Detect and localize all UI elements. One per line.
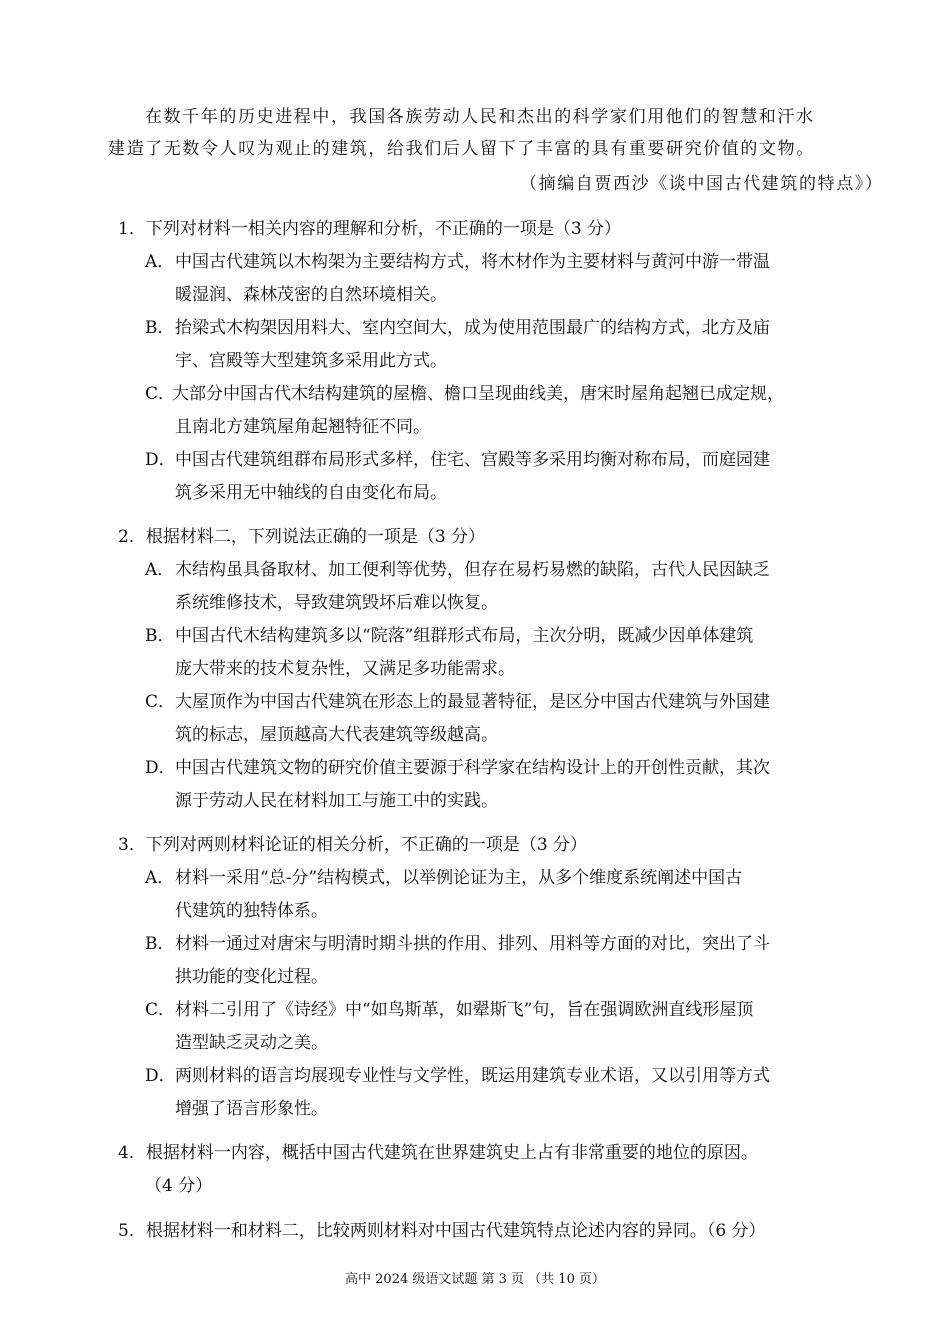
option-letter: C． (145, 692, 176, 712)
option-letter: B． (145, 626, 175, 646)
option-text: 材料二引用了《诗经》中“如鸟斯革，如翚斯飞”句，旨在强调欧洲直线形屋顶 (175, 1000, 754, 1020)
option-text: 筑多采用无中轴线的自由变化布局。 (175, 483, 447, 503)
option-text: 中国古代建筑组群布局形式多样，住宅、宫殿等多采用均衡对称布局，而庭园建 (175, 450, 770, 470)
option-letter: D． (145, 450, 176, 470)
option-text: 抬梁式木构架因用料大、室内空间大，成为使用范围最广的结构方式，北方及庙 (175, 318, 770, 338)
option-text: 中国古代建筑以木构架为主要结构方式，将木材作为主要材料与黄河中游一带温 (175, 252, 770, 272)
option-letter: C． (145, 384, 176, 404)
option-text: 源于劳动人民在材料加工与施工中的实践。 (175, 791, 498, 811)
option-text: 大屋顶作为中国古代建筑在形态上的最显著特征，是区分中国古代建筑与外国建 (175, 692, 770, 712)
option-text: 两则材料的语言均展现专业性与文学性，既运用建筑专业术语，又以引用等方式 (175, 1066, 770, 1086)
option-letter: B． (145, 934, 175, 954)
option-text: 材料一采用“总-分”结构模式，以举例论证为主，从多个维度系统阐述中国古 (175, 868, 743, 888)
option-text: 代建筑的独特体系。 (175, 901, 328, 921)
option-text: 筑的标志，屋顶越高大代表建筑等级越高。 (175, 725, 498, 745)
question-points: （4 分） (145, 1176, 213, 1196)
question-stem: 5．根据材料一和材料二，比较两则材料对中国古代建筑特点论述内容的异同。（6 分） (118, 1221, 766, 1241)
question-stem: 2．根据材料二，下列说法正确的一项是（3 分） (118, 527, 486, 547)
option-text: 且南北方建筑屋角起翘特征不同。 (175, 417, 430, 437)
page-footer: 高中 2024 级语文试题 第 3 页 （共 10 页） (345, 1272, 605, 1287)
option-text: 暖湿润、森林茂密的自然环境相关。 (175, 285, 447, 305)
passage-source: （摘编自贾西沙《谈中国古代建筑的特点》） (520, 174, 884, 194)
option-letter: A． (145, 560, 175, 580)
question-stem: 1．下列对材料一相关内容的理解和分析，不正确的一项是（3 分） (118, 219, 622, 239)
question-stem: 4．根据材料一内容，概括中国古代建筑在世界建筑史上占有非常重要的地位的原因。 (118, 1143, 758, 1163)
option-text: 增强了语言形象性。 (175, 1099, 328, 1119)
option-text: 造型缺乏灵动之美。 (175, 1033, 328, 1053)
option-text: 系统维修技术，导致建筑毁坏后难以恢复。 (175, 593, 498, 613)
question-stem: 3．下列对两则材料论证的相关分析，不正确的一项是（3 分） (118, 835, 588, 855)
passage-line: 在数千年的历史进程中，我国各族劳动人民和杰出的科学家们用他们的智慧和汗水 (145, 107, 815, 127)
option-letter: D． (145, 758, 176, 778)
passage-line: 建造了无数令人叹为观止的建筑，给我们后人留下了丰富的具有重要研究价值的文物。 (108, 139, 815, 159)
option-letter: C． (145, 1000, 176, 1020)
option-letter: A． (145, 868, 175, 888)
option-letter: D． (145, 1066, 176, 1086)
option-text: 中国古代木结构建筑多以“院落”组群形式布局，主次分明，既减少因单体建筑 (175, 626, 754, 646)
option-text: 材料一通过对唐宋与明清时期斗拱的作用、排列、用料等方面的对比，突出了斗 (175, 934, 770, 954)
option-text: 木结构虽具备取材、加工便利等优势，但存在易朽易燃的缺陷，古代人民因缺乏 (175, 560, 770, 580)
option-text: 庞大带来的技术复杂性，又满足多功能需求。 (175, 659, 515, 679)
option-text: 中国古代建筑文物的研究价值主要源于科学家在结构设计上的开创性贡献，其次 (175, 758, 770, 778)
option-text: 拱功能的变化过程。 (175, 967, 328, 987)
option-letter: A． (145, 252, 175, 272)
option-text: 宇、宫殿等大型建筑多采用此方式。 (175, 351, 447, 371)
option-letter: B． (145, 318, 175, 338)
option-text: 大部分中国古代木结构建筑的屋檐、檐口呈现曲线美，唐宋时屋角起翘已成定规， (172, 384, 784, 404)
